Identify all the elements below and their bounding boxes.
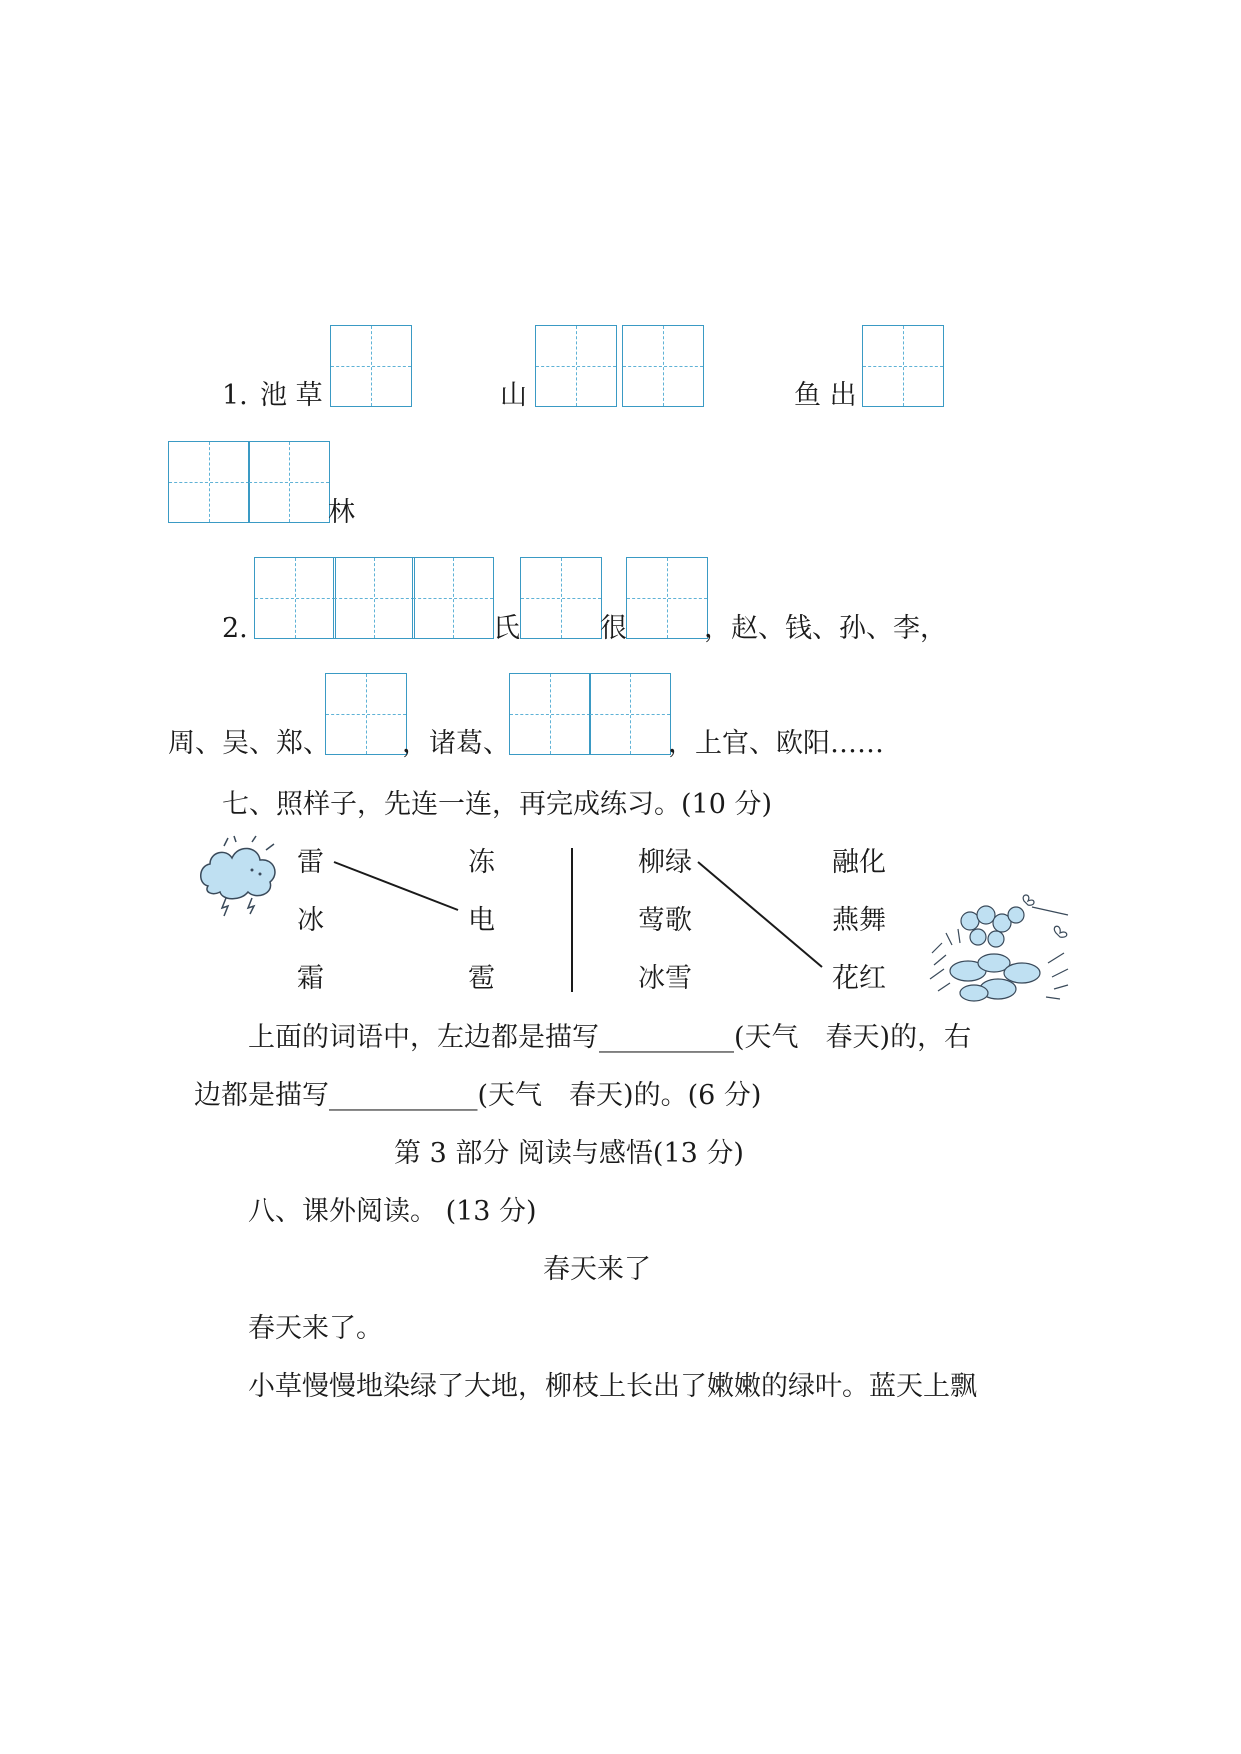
left-word-a-2: 冰	[297, 905, 324, 936]
q1-number: 1.	[222, 380, 248, 411]
writing-box[interactable]	[520, 557, 602, 639]
writing-box[interactable]	[254, 557, 336, 639]
part3-title: 第 3 部分 阅读与感悟(13 分)	[394, 1138, 744, 1169]
left-word-a-1: 雷	[297, 847, 324, 878]
cloud-lightning-icon	[196, 836, 286, 916]
writing-box[interactable]	[535, 325, 617, 407]
section7-heading: 七、照样子，先连一连，再完成练习。(10 分)	[222, 789, 773, 820]
section8-heading: 八、课外阅读。 (13 分)	[248, 1196, 537, 1227]
right-word-b-1: 融化	[832, 847, 886, 878]
q2-text-1: 氏	[493, 613, 520, 644]
q1-text-d: 林	[328, 497, 355, 528]
right-word-a-1: 柳绿	[638, 847, 692, 878]
q2-text-3: ，赵、钱、孙、李，	[704, 613, 947, 644]
story-paragraph-2: 小草慢慢地染绿了大地，柳枝上长出了嫩嫩的绿叶。蓝天上飘	[248, 1371, 977, 1402]
q2-text-4: 周、吴、郑、	[168, 728, 330, 759]
story-title: 春天来了	[543, 1254, 651, 1285]
left-word-a-3: 霜	[297, 963, 324, 994]
flowers-butterflies-icon	[928, 893, 1078, 1008]
writing-box[interactable]	[862, 325, 944, 407]
section7-question-line1: 上面的词语中，左边都是描写__________(天气 春天)的，右	[248, 1022, 972, 1053]
q1-text-b: 山	[500, 380, 527, 411]
right-word-a-3: 冰雪	[638, 963, 692, 994]
q1-text-a: 池 草	[260, 380, 323, 411]
writing-box[interactable]	[412, 557, 494, 639]
right-word-b-2: 燕舞	[832, 905, 886, 936]
writing-box[interactable]	[325, 673, 407, 755]
q2-text-5: ，诸葛、	[402, 728, 510, 759]
q2-text-2: 很	[600, 613, 627, 644]
writing-box[interactable]	[330, 325, 412, 407]
left-word-b-2: 电	[468, 905, 495, 936]
right-word-b-3: 花红	[832, 963, 886, 994]
writing-box[interactable]	[589, 673, 671, 755]
writing-box[interactable]	[248, 441, 330, 523]
q1-text-c: 鱼 出	[794, 380, 857, 411]
q2-text-6: ，上官、欧阳……	[668, 728, 884, 759]
story-paragraph-1: 春天来了。	[248, 1313, 383, 1344]
writing-box[interactable]	[168, 441, 250, 523]
left-word-b-3: 雹	[468, 963, 495, 994]
writing-box[interactable]	[626, 557, 708, 639]
writing-box[interactable]	[509, 673, 591, 755]
left-word-b-1: 冻	[468, 847, 495, 878]
writing-box[interactable]	[622, 325, 704, 407]
right-word-a-2: 莺歌	[638, 905, 692, 936]
q2-number: 2.	[222, 613, 248, 644]
section7-question-line2: 边都是描写___________(天气 春天)的。(6 分)	[194, 1080, 762, 1111]
writing-box[interactable]	[333, 557, 415, 639]
